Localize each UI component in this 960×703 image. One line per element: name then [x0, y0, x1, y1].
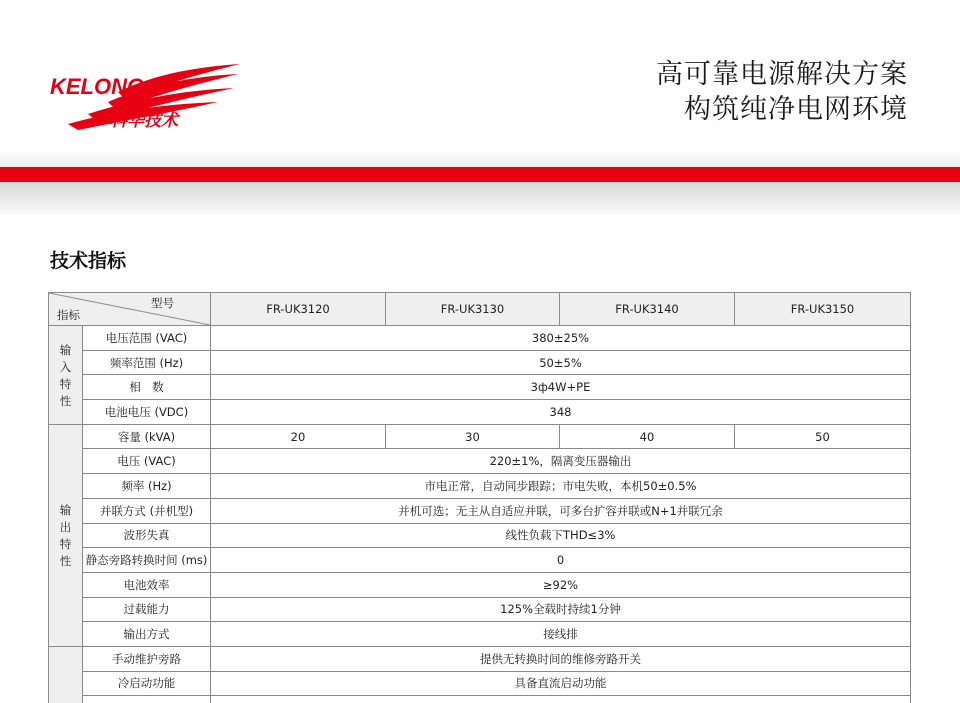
row-label: 电压 (VAC)	[83, 449, 211, 474]
spec-table	[48, 292, 911, 703]
row-value: 具备直流启动功能	[211, 671, 911, 696]
row-label: 输出方式	[83, 622, 211, 647]
table-row	[49, 671, 911, 696]
header-index-label: 指标	[57, 308, 80, 322]
kelong-logo	[48, 62, 243, 130]
model-header: FR-UK3150	[735, 293, 911, 326]
header-diagonal-cell	[49, 293, 211, 326]
table-row	[49, 572, 911, 597]
table-row	[49, 646, 911, 671]
table-row	[49, 498, 911, 523]
capacity-value: 30	[386, 424, 560, 449]
row-label: 容量 (kVA)	[83, 424, 211, 449]
row-label	[83, 696, 211, 703]
row-value: 0	[211, 548, 911, 573]
section-title: 技术指标	[50, 250, 127, 272]
table-row	[49, 449, 911, 474]
table-row	[49, 474, 911, 499]
table-row	[49, 424, 911, 449]
slogan-line-2: 构筑纯净电网环境	[684, 94, 908, 125]
row-value: 348	[211, 400, 911, 425]
row-label: 静态旁路转换时间 (ms)	[83, 548, 211, 573]
row-label: 手动维护旁路	[83, 646, 211, 671]
row-label: 冷启动功能	[83, 671, 211, 696]
capacity-value: 20	[211, 424, 386, 449]
table-row	[49, 350, 911, 375]
capacity-value: 40	[560, 424, 735, 449]
header-band-gray	[0, 182, 960, 216]
output-group-label: 输 出 特 性	[49, 424, 83, 646]
row-value: 提供无转换时间的维修旁路开关	[211, 646, 911, 671]
model-header: FR-UK3140	[560, 293, 735, 326]
row-label: 电池电压 (VDC)	[83, 400, 211, 425]
model-header: FR-UK3130	[386, 293, 560, 326]
row-value: 220±1%，隔离变压器输出	[211, 449, 911, 474]
row-value: 市电正常，自动同步跟踪；市电失败，本机50±0.5%	[211, 474, 911, 499]
other-group-label	[49, 646, 83, 703]
row-label: 波形失真	[83, 523, 211, 548]
row-value	[211, 696, 911, 703]
table-row	[49, 375, 911, 400]
model-header: FR-UK3120	[211, 293, 386, 326]
row-value: 接线排	[211, 622, 911, 647]
row-value: 125%全载时持续1分钟	[211, 597, 911, 622]
table-row	[49, 597, 911, 622]
table-row	[49, 326, 911, 351]
header-band-light	[0, 150, 960, 167]
table-row	[49, 523, 911, 548]
input-group-label: 输 入 特 性	[49, 326, 83, 425]
row-label: 电压范围 (VAC)	[83, 326, 211, 351]
header-band-red	[0, 167, 960, 182]
svg-text:KELONG: KELONG	[50, 74, 145, 99]
table-row	[49, 548, 911, 573]
row-label: 相 数	[83, 375, 211, 400]
row-value: 50±5%	[211, 350, 911, 375]
table-row	[49, 622, 911, 647]
row-label: 频率范围 (Hz)	[83, 350, 211, 375]
kelong-logo-graphic	[48, 62, 243, 130]
row-label: 并联方式 (并机型)	[83, 498, 211, 523]
row-value: 并机可选；无主从自适应并联，可多台扩容并联或N+1并联冗余	[211, 498, 911, 523]
slogan	[656, 57, 908, 127]
header-model-label: 型号	[151, 296, 174, 310]
row-value: ≥92%	[211, 572, 911, 597]
table-header-row	[49, 293, 911, 326]
row-label: 频率 (Hz)	[83, 474, 211, 499]
row-value: 3ф4W+PE	[211, 375, 911, 400]
table-row	[49, 400, 911, 425]
slogan-line-1: 高可靠电源解决方案	[656, 59, 908, 90]
row-label: 电池效率	[83, 572, 211, 597]
svg-text:科华技术: 科华技术	[110, 111, 178, 130]
row-value: 线性负载下THD≤3%	[211, 523, 911, 548]
capacity-value: 50	[735, 424, 911, 449]
row-value: 380±25%	[211, 326, 911, 351]
row-label: 过载能力	[83, 597, 211, 622]
table-row	[49, 696, 911, 703]
